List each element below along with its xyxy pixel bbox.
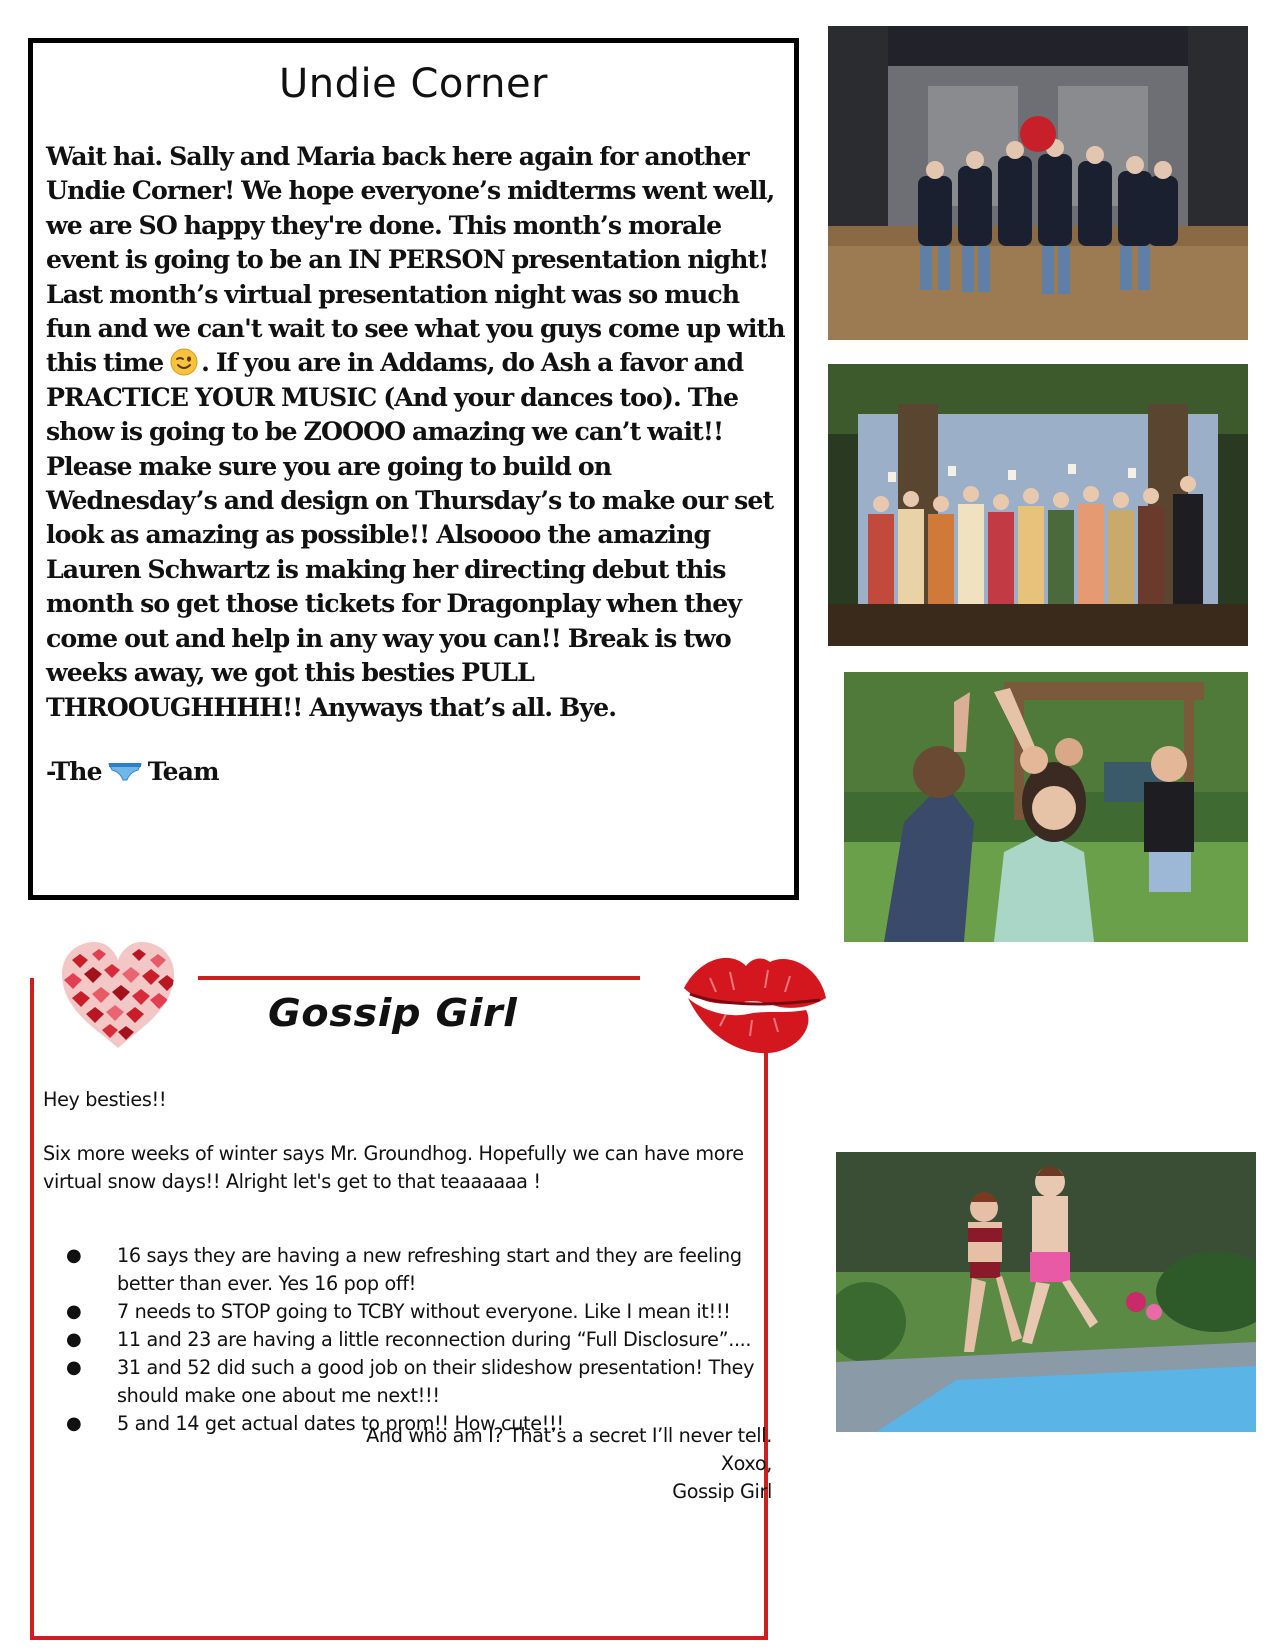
list-item-text: 5 and 14 get actual dates to prom!! How cute!!!: [117, 1412, 564, 1435]
list-item-text: 31 and 52 did such a good job on their slideshow presentation! They should make one about me next!!!: [117, 1356, 755, 1407]
list-item-text: 11 and 23 are having a little reconnection during “Full Disclosure”....: [117, 1328, 752, 1351]
gossip-girl-section: [28, 970, 802, 1642]
backyard-dance-photo: [844, 672, 1248, 942]
red-lips-kiss-icon: [680, 948, 830, 1056]
gossip-closing-xoxo: Xoxo,: [720, 1452, 772, 1475]
undie-corner-title: Undie Corner: [278, 61, 548, 107]
undie-corner-body: [46, 139, 786, 724]
gossip-signoff: [366, 1422, 772, 1506]
gossip-closing-name: Gossip Girl: [672, 1480, 772, 1503]
undie-corner-signature: [46, 757, 219, 786]
underwear-emoji-icon: [108, 762, 142, 782]
list-item: [28, 1326, 757, 1354]
gossip-greeting: Hey besties!!: [43, 1088, 167, 1111]
costume-cast-photo: [828, 364, 1248, 646]
gossip-intro: Six more weeks of winter says Mr. Groundhog. Hopefully we can have more virtual snow days!! Alright let's get to that teaaaaaa !: [43, 1142, 744, 1193]
bullet-icon: ●: [66, 1413, 82, 1434]
list-item: [28, 1298, 757, 1326]
wink-emoji-icon: [170, 348, 198, 376]
list-item-text: 7 needs to STOP going to TCBY without everyone. Like I mean it!!!: [117, 1300, 731, 1323]
list-item-text: 16 says they are having a new refreshing start and they are feeling better than ever. Yes 16 pop off!: [117, 1244, 742, 1295]
list-item: [28, 1242, 757, 1298]
undie-body-part1: Wait hai. Sally and Maria back here again for another Undie Corner! We hope everyone’s midterms went well, we are SO happy they're done. This month’s morale event is going to be an IN PERSON presentation night! Last month’s virtual presentation night was so much fun and we can't wait to see what you guys come up with this time: [46, 141, 785, 378]
gossip-girl-title: Gossip Girl: [268, 991, 518, 1035]
gossip-tea-list: [28, 1242, 798, 1438]
bullet-icon: ●: [66, 1301, 82, 1322]
bullet-icon: ●: [66, 1245, 82, 1266]
pool-jump-photo: [836, 1152, 1256, 1432]
signature-prefix: -The: [46, 757, 102, 786]
undie-corner-section: [28, 38, 799, 900]
stage-group-photo: [828, 26, 1248, 340]
undie-body-part2: . If you are in Addams, do Ash a favor and PRACTICE YOUR MUSIC (And your dances too). The show is going to be ZOOOO amazing we can’t wait!! Please make sure you are going to build on Wednesday’s and design on Thursday’s to make our set look as amazing as possible!! Alsoooo the amazing Lauren Schwartz is making her directing debut this month so get those tickets for Dragonplay when they come out and help in any way you can!! Break is two weeks away, we got this besties PULL THROOUGHHHH!! Anyways that’s all. Bye.: [46, 347, 774, 722]
mosaic-heart-icon: [58, 940, 178, 1052]
bullet-icon: ●: [66, 1357, 82, 1378]
signature-suffix: Team: [147, 757, 219, 786]
list-item: [28, 1354, 757, 1410]
gossip-closing-line: And who am I? That’s a secret I’ll never tell.: [366, 1424, 772, 1447]
bullet-icon: ●: [66, 1329, 82, 1350]
